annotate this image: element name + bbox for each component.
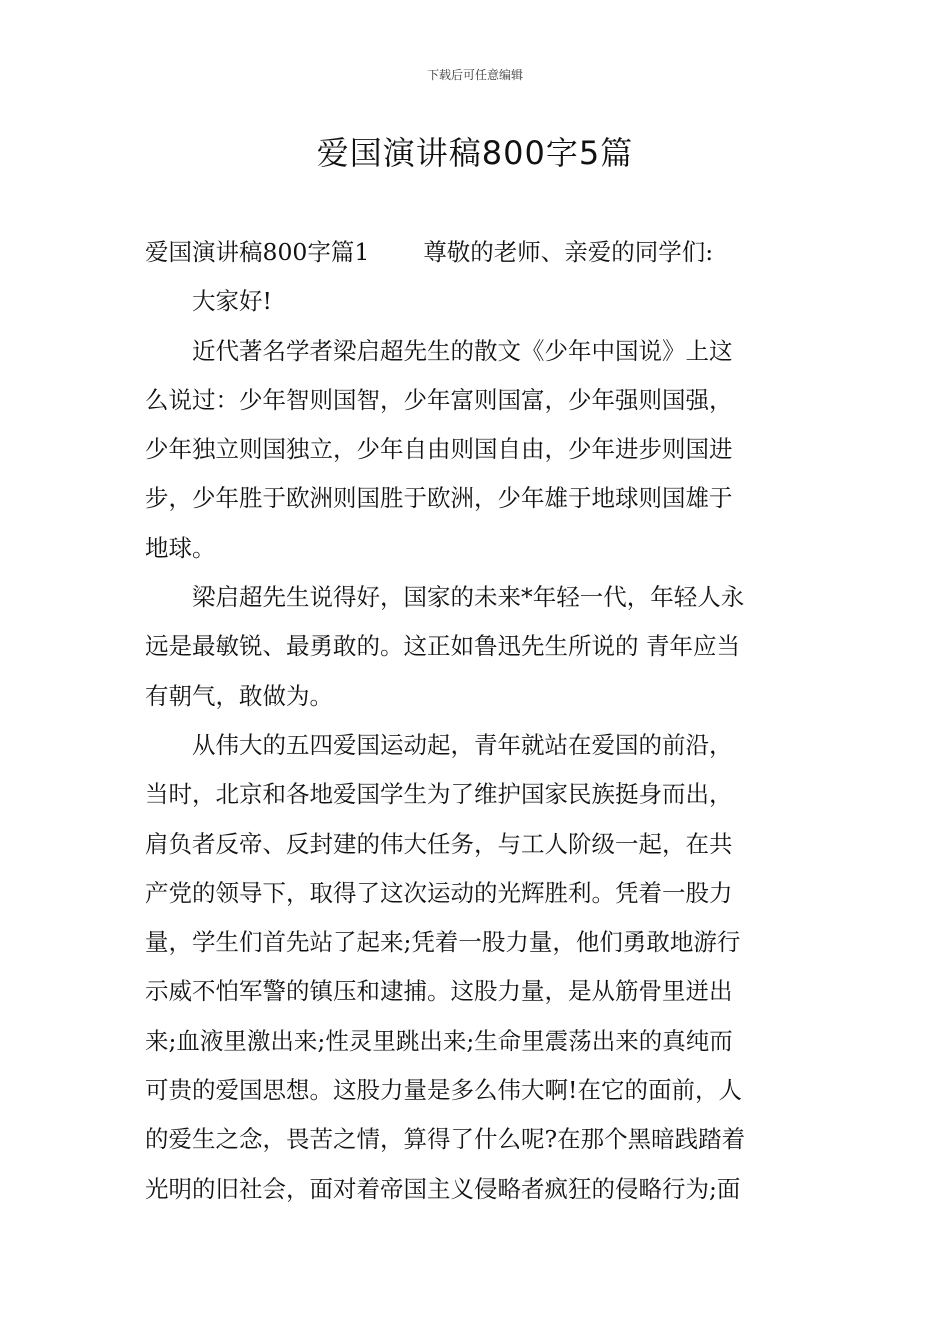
- paragraph-line: 有朝气，敢做为。: [145, 681, 333, 710]
- paragraph-line: 示威不怕军警的镇压和逮捕。这股力量，是从筋骨里迸出: [145, 977, 733, 1006]
- paragraph-line: 可贵的爱国思想。这股力量是多么伟大啊!在它的面前，人: [145, 1076, 742, 1105]
- paragraph-line: 么说过：少年智则国智，少年富则国富，少年强则国强，: [145, 385, 733, 414]
- document-title: 爱国演讲稿800字5篇: [316, 134, 634, 172]
- paragraph-line: 少年独立则国独立，少年自由则国自由，少年进步则国进: [145, 435, 733, 464]
- paragraph-line: 步，少年胜于欧洲则国胜于欧洲，少年雄于地球则国雄于: [145, 484, 733, 513]
- paragraph-line: 量，学生们首先站了起来;凭着一股力量，他们勇敢地游行: [145, 928, 741, 957]
- paragraph-line: 从伟大的五四爱国运动起，青年就站在爱国的前沿，: [192, 730, 733, 759]
- document-body: [145, 228, 810, 1214]
- paragraph-line: 地球。: [145, 533, 216, 562]
- paragraph-line: 肩负者反帝、反封建的伟大任务，与工人阶级一起，在共: [145, 829, 733, 858]
- paragraph-line: 梁启超先生说得好，国家的未来*年轻一代，年轻人永: [192, 583, 745, 612]
- paragraph-line: 光明的旧社会，面对着帝国主义侵略者疯狂的侵略行为;面: [145, 1174, 741, 1203]
- section-heading: 爱国演讲稿800字篇1: [145, 238, 370, 266]
- paragraph-line: 近代著名学者梁启超先生的散文《少年中国说》上这: [192, 336, 733, 365]
- salutation: 尊敬的老师、亲爱的同学们:: [423, 238, 714, 266]
- paragraph-line: 产党的领导下，取得了这次运动的光辉胜利。凭着一股力: [145, 878, 733, 907]
- paragraph-line: 的爱生之念，畏苦之情，算得了什么呢?在那个黑暗践踏着: [145, 1125, 746, 1154]
- header-note: 下载后可任意编辑: [426, 68, 523, 82]
- paragraph-line: 大家好!: [192, 287, 272, 316]
- paragraph-line: 远是最敏锐、最勇敢的。这正如鲁迅先生所说的 青年应当: [145, 632, 740, 661]
- section-heading-line: [145, 228, 810, 277]
- paragraph-line: 来;血液里激出来;性灵里跳出来;生命里震荡出来的真纯而: [145, 1026, 733, 1055]
- paragraph-line: 当时，北京和各地爱国学生为了维护国家民族挺身而出，: [145, 780, 733, 809]
